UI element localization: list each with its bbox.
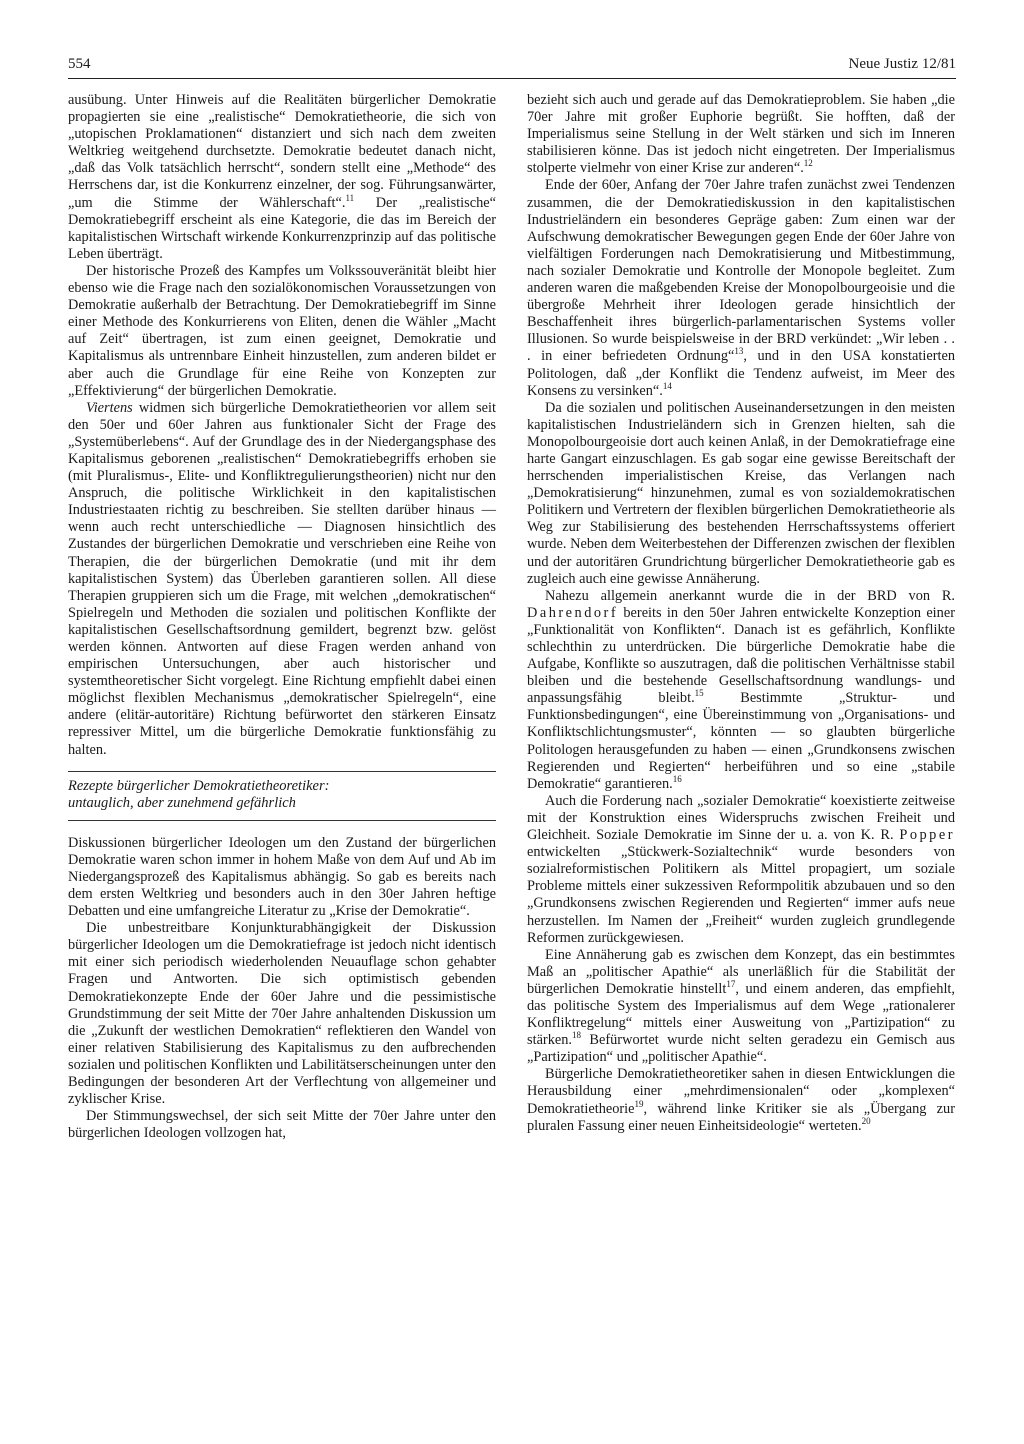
- paragraph: Bürgerliche Demokratietheoretiker sahen in diesen Entwicklungen die Herausbildung einer „mehrdimensionalen“ oder „komplexen“ Demokratietheorie$^{19}$, während linke Kritiker sie als „Übergang zur pluralen Fassung einer neuen Einheitsideologie“ werteten.$^{20}$: [527, 1066, 955, 1134]
- left-column: [68, 92, 496, 1142]
- paragraph: ausübung. Unter Hinweis auf die Realitäten bürgerlicher Demokratie propagierten sie eine „realistische“ Demokratietheorie, die sich von „utopischen Proklamationen“ distanziert und sich nach dem zweiten Weltkrieg weitgehend durchsetzte. Demokratie bedeutet danach nicht, „daß das Volk tatsächlich herrscht“, sondern stellt eine „Methode“ des Herrschens dar, ist die Konkurrenz einzelner, der sog. Führungsanwärter, „um die Stimme der Wählerschaft“.$^{11}$ Der „realistische“ Demokratiebegriff erscheint als eine Kategorie, die das im Bereich der kapitalistischen Wirtschaft wirkende Konkurrenzprinzip auf das politische Leben überträgt.: [68, 92, 496, 262]
- author-name: Dahrendorf: [527, 604, 619, 621]
- paragraph: Da die sozialen und politischen Auseinandersetzungen in den meisten kapitalistischen Industrieländern sich in Grenzen hielten, sah die Monopolbourgeoisie dort auch keinen Anlaß, in der Demokratiefrage eine harte Gangart einzuschlagen. Es gab sogar eine gewisse Bereitschaft der herrschenden imperialistischen Kreise, das Verlangen nach „Demokratisierung“ hinzunehmen, zumal es von sozialdemokratischen Politikern und Vertretern der flexiblen bürgerlichen Demokratietheorie als Weg zur Stabilisierung des bestehenden Herrschaftssystems offeriert wurde. Neben dem Weiterbestehen der Differenzen zwischen der flexiblen und der autoritären Grundrichtung bürgerlicher Demokratietheorie gab es zugleich auch eine gewisse Annäherung.: [527, 399, 955, 587]
- right-column: [527, 92, 955, 1135]
- paragraph: Der Stimmungswechsel, der sich seit Mitte der 70er Jahre unter den bürgerlichen Ideologen vollzogen hat,: [68, 1108, 496, 1142]
- page-header: [68, 56, 956, 79]
- page-number: 554: [68, 56, 91, 72]
- paragraph: Viertens widmen sich bürgerliche Demokratietheorien vor allem seit den 50er und 60er Jahren aus funktionaler Sicht der Frage des „Systemüberlebens“. Auf der Grundlage des in der Niedergangsphase des Kapitalismus geborenen „realistischen“ Demokratiebegriffs erhoben sie (mit Pluralismus-, Elite- und Konfliktregulierungstheorien) nicht nur den Anspruch, die politische Wirklichkeit in den kapitalistischen Industriestaaten richtig zu beschreiben. Sie stellten darüber hinaus — wenn auch recht unterschiedliche — Diagnosen hinsichtlich des Zustandes der bürgerlichen Demokratie und verschrieben eine Reihe von Therapien, die der bürgerlichen Demokratie (und mit ihr dem kapitalistischen System) das Überleben garantieren sollen. All diese Therapien gruppieren sich um die Frage, mit welchen „demokratischen“ Spielregeln und Methoden die sozialen und politischen Konflikte der kapitalistischen Gesellschaftsordnung gemildert, begrenzt bzw. gelöst werden können. Antworten auf diese Fragen werden anhand von empirischen Untersuchungen, aber auch historischer und systemtheoretischer Sicht vorgelegt. Eine Richtung empfiehlt dabei einen möglichst flexiblen Mechanismus „demokratischer Spielregeln“, eine andere (elitär-autoritäre) Richtung befürwortet den stärkeren Einsatz repressiver Mittel, um die bürgerliche Demokratie funktionsfähig zu halten.: [68, 399, 496, 758]
- paragraph: Nahezu allgemein anerkannt wurde die in der BRD von R. Dahrendorf bereits in den 50er Jahren entwickelte Konzeption einer „Funktionalität von Konflikten“. Danach ist es gefährlich, Konflikte schlechthin zu unterdrücken. Die bürgerliche Demokratie habe die Aufgabe, Konflikte so auszutragen, daß die politischen Verhältnisse stabil bleiben und die bestehende Gesellschaftsordnung wandlungs- und anpassungsfähig bleibt.$^{15}$ Bestimmte „Struktur- und Funktionsbedingungen“, eine Übereinstimmung von „Organisations- und Konfliktschlichtungsmuster“, könnten — so glaubten bürgerliche Politologen herausgefunden zu haben — einen „Grundkonsens zwischen Regierenden und Regierten“ herbeiführen und so eine „stabile Demokratie“ garantieren.$^{16}$: [527, 587, 955, 792]
- paragraph: Auch die Forderung nach „sozialer Demokratie“ koexistierte zeitweise mit der Konstruktion eines Widerspruchs zwischen Freiheit und Gleichheit. Soziale Demokratie im Sinne der u. a. von K. R. Popper entwickelten „Stückwerk-Sozialtechnik“ wurde besonders von sozialreformistischen Politikern als Mittel propagiert, um soziale Probleme mittels einer sukzessiven Reformpolitik abzubauen und so den „Grundkonsens zwischen Regierenden und Regierten“ immer aufs neue herzustellen. Im Namen der „Freiheit“ wurden zugleich grundlegende Reformen zurückgewiesen.: [527, 792, 955, 946]
- paragraph: Diskussionen bürgerlicher Ideologen um den Zustand der bürgerlichen Demokratie waren schon immer in hohem Maße von dem Auf und Ab im Niedergangsprozeß des Kapitalismus abhängig. So gab es bereits nach dem ersten Weltkrieg und besonders auch in den 30er Jahren heftige Debatten und eine umfangreiche Literatur zu „Krise der Demokratie“.: [68, 834, 496, 920]
- paragraph: Eine Annäherung gab es zwischen dem Konzept, das ein bestimmtes Maß an „politischer Apathie“ als unerläßlich für die Stabilität der bürgerlichen Demokratie hinstellt$^{17}$, und einem anderen, das empfiehlt, das politische System des Imperialismus auf dem Wege „rationalerer Konfliktregelung“ mittels einer Ausweitung von „Partizipation“ zu stärken.$^{18}$ Befürwortet wurde nicht selten geradezu ein Gemisch aus „Partizipation“ und „politischer Apathie“.: [527, 946, 955, 1066]
- section-heading: Rezepte bürgerlicher Demokratietheoretiker: untauglich, aber zunehmend gefährlich: [68, 771, 496, 821]
- paragraph: Der historische Prozeß des Kampfes um Volkssouveränität bleibt hier ebenso wie die Frage nach den sozialökonomischen Voraussetzungen von Demokratie außerhalb der Betrachtung. Der Demokratiebegriff im Sinne einer Methode des Konkurrierens von Eliten, denen die Wähler „Macht auf Zeit“ übertragen, ist zum einen geeignet, Demokratie und Kapitalismus als untrennbare Einheit hinzustellen, zum anderen bildet er aber auch die Grundlage für eine Reihe von Konzepten zur „Effektivierung“ der bürgerlichen Demokratie.: [68, 262, 496, 399]
- paragraph: bezieht sich auch und gerade auf das Demokratieproblem. Sie haben „die 70er Jahre mit großer Euphorie begrüßt. Sie hofften, daß der Imperialismus seine Stellung in der Welt stärken und sich im Inneren stabilisieren könne. Das ist jedoch nicht eingetreten. Der Imperialismus stolperte vielmehr von einer Krise zur anderen“.$^{12}$: [527, 92, 955, 177]
- author-name: Popper: [899, 827, 955, 844]
- paragraph: Die unbestreitbare Konjunkturabhängigkeit der Diskussion bürgerlicher Ideologen um die Demokratiefrage ist jedoch nicht identisch mit einer sich periodisch wiederholenden Neuauflage schon gehabter Fragen und Antworten. Die sich optimistisch gebenden Demokratiekonzepte Ende der 60er Jahre und die pessimistische Grundstimmung der seit Mitte der 70er Jahre anhaltenden Diskussion um die „Zukunft der westlichen Demokratien“ reflektieren den Wandel von einer relativen Stabilisierung des Kapitalismus zu den aufbrechenden sozialen und politischen Konflikten und Labilitätserscheinungen unter den Bedingungen der besonderen Art der Verflechtung von allgemeiner und zyklischer Krise.: [68, 920, 496, 1108]
- journal-issue: Neue Justiz 12/81: [848, 56, 956, 72]
- paragraph: Ende der 60er, Anfang der 70er Jahre trafen zunächst zwei Tendenzen zusammen, die der Demokratiediskussion in den kapitalistischen Industrieländern ein besonderes Gepräge gaben: Zum einen war der Aufschwung demokratischer Bewegungen gegen Ende der 60er Jahre von vielfältigen Forderungen nach Demokratisierung und Mitbestimmung, nach sozialer Demokratie und Kontrolle der Monopole begleitet. Zum anderen waren die maßgebenden Kreise der Monopolbourgeoisie und die übergroße Mehrheit ihrer Ideologen gerade hinsichtlich der Beschaffenheit ihres bürgerlich-parlamentarischen Systems voller Illusionen. So wurde beispielsweise in der BRD verkündet: „Wir leben . . . in einer befriedeten Ordnung“$^{13}$, und in den USA konstatierten Politologen, daß „der Konflikt die Tendenz aufweist, im Meer des Konsens zu versinken“.$^{14}$: [527, 177, 955, 399]
